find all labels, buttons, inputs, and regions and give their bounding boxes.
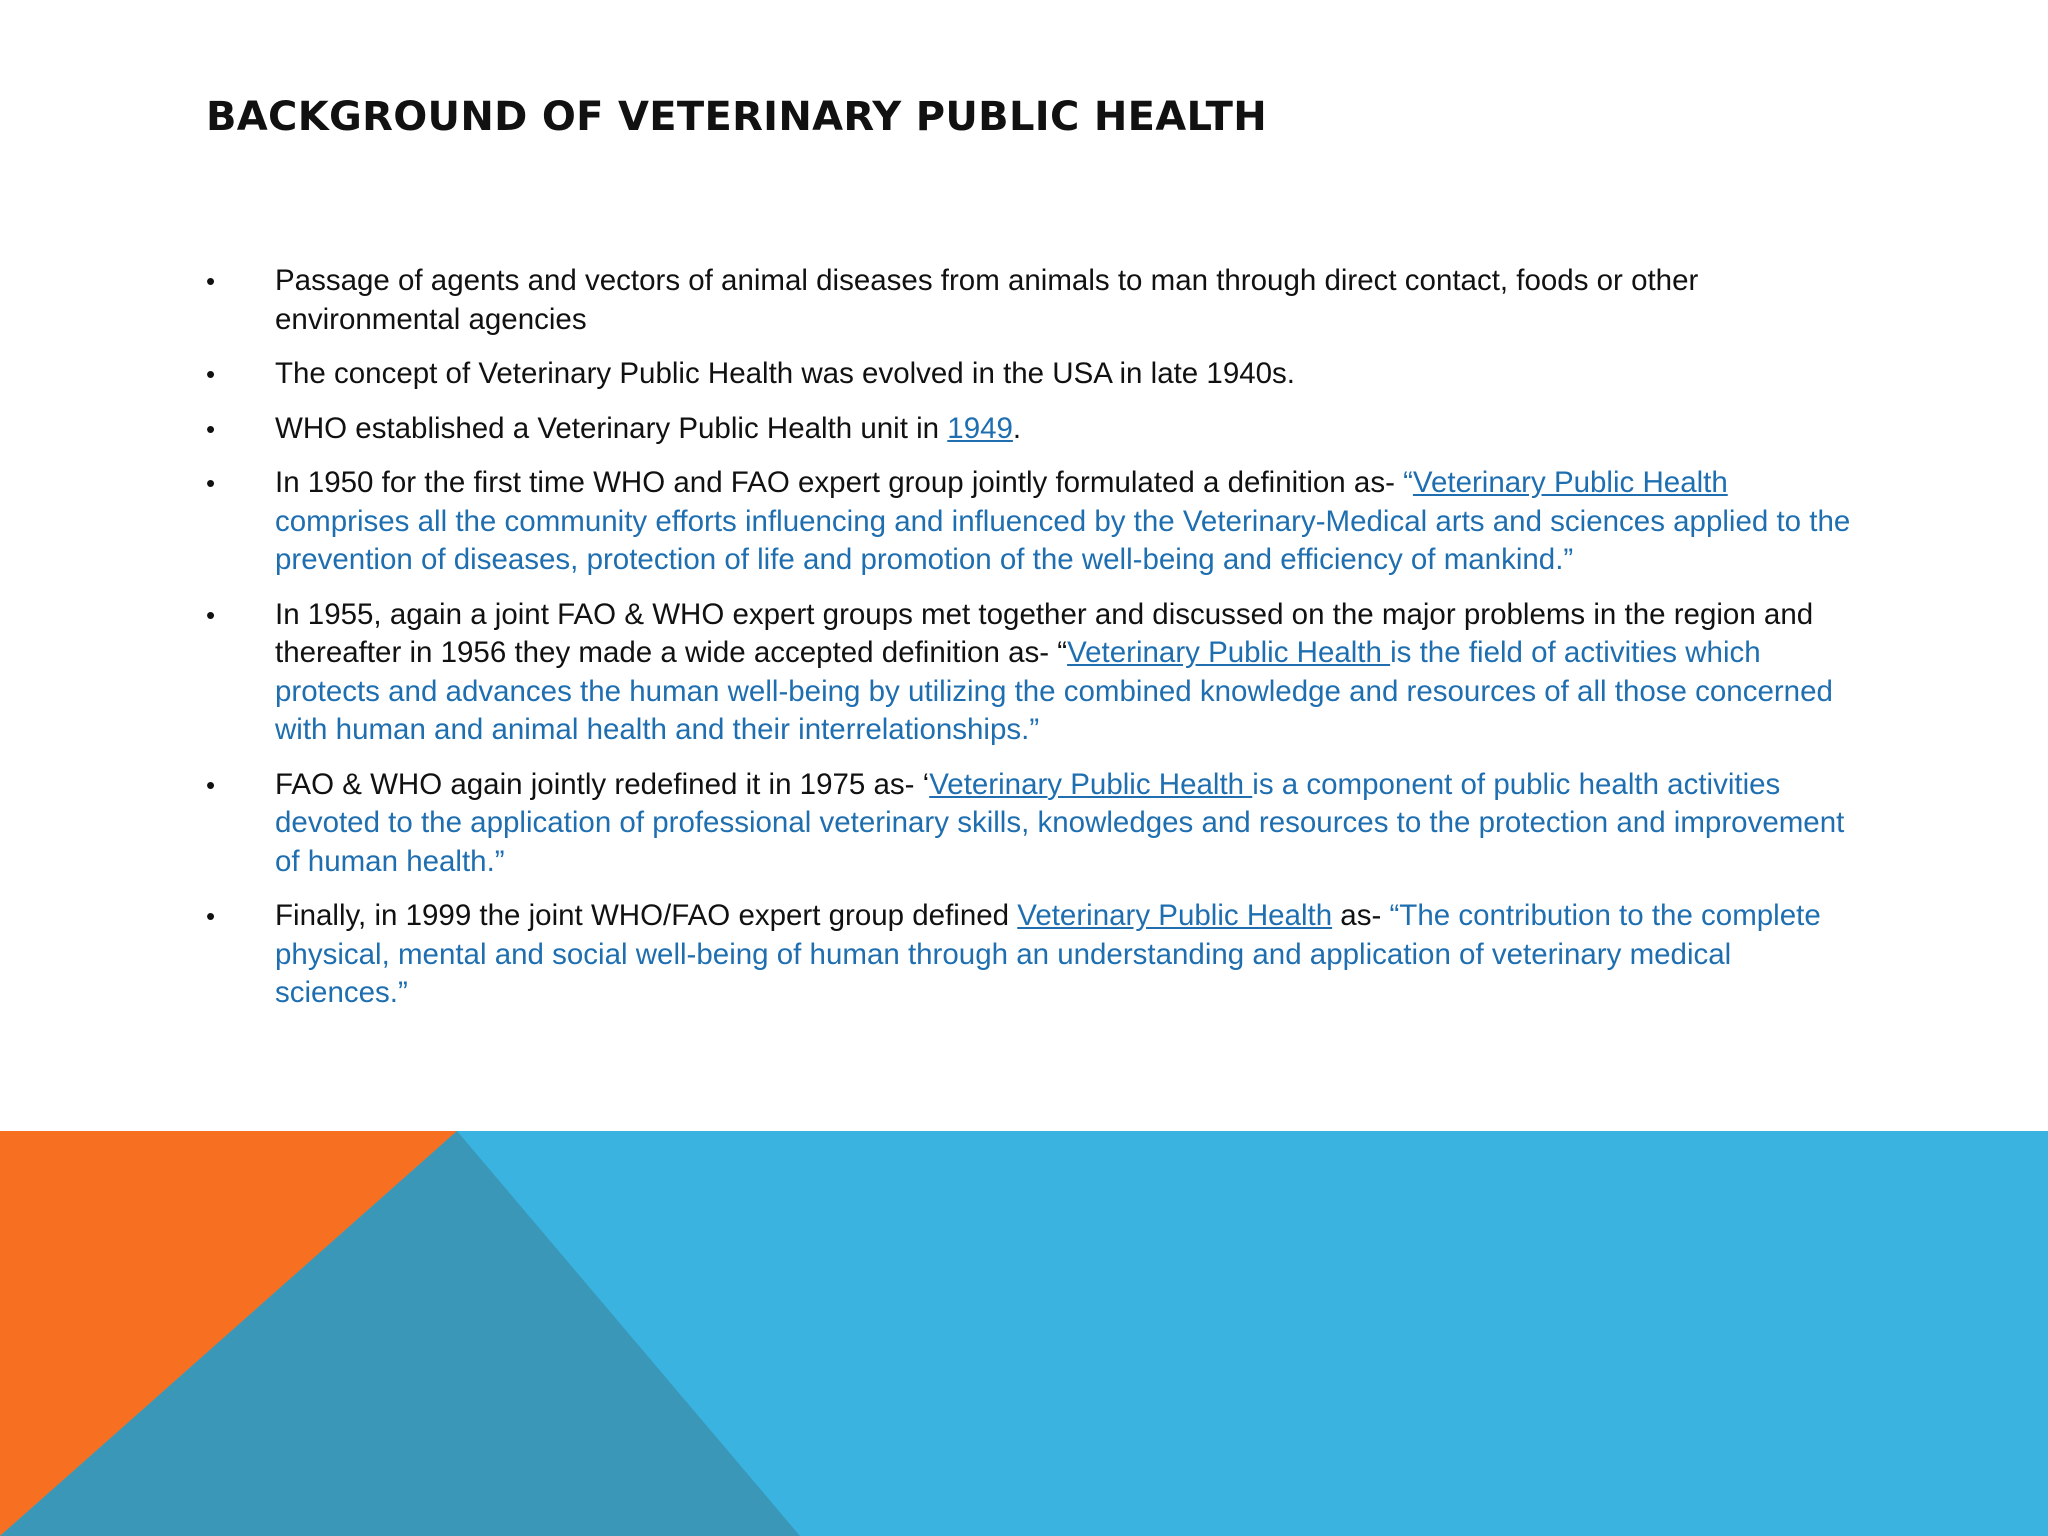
bullet-text-middle: as- <box>1332 899 1390 932</box>
year-1949-link[interactable]: 1949 <box>947 411 1013 445</box>
bullet-dot-icon: • <box>206 359 216 389</box>
vph-link[interactable]: Veterinary Public Health <box>1067 636 1391 669</box>
bullet-dot-icon: • <box>206 413 216 444</box>
definition-quote: is a component of public health activities devoted to the application of professional veterinary skills, knowledges and resources to the protection and improvement of human health.” <box>275 767 1845 878</box>
bullet-dot-icon: • <box>206 901 216 931</box>
bullet-item-4 <box>206 464 1866 580</box>
bullet-text: Finally, in 1999 the joint WHO/FAO expert group defined <box>275 899 1018 932</box>
slide-title: BACKGROUND OF VETERINARY PUBLIC HEALTH <box>206 94 1268 140</box>
bullet-text: In 1950 for the first time WHO and FAO expert group jointly formulated a definition as- <box>275 466 1404 499</box>
bullet-item-1 <box>206 262 1866 339</box>
definition-quote: “The contribution to the complete physical, mental and social well-being of human through an understanding and application of veterinary medical sciences.” <box>275 899 1821 1009</box>
bullet-text: Passage of agents and vectors of animal diseases from animals to man through direct contact, foods or other environmental agencies <box>275 264 1699 336</box>
bullet-dot-icon: • <box>206 266 216 296</box>
bullet-dot-icon: • <box>206 769 216 800</box>
bullet-item-7 <box>206 897 1866 1013</box>
bullet-text: The concept of Veterinary Public Health was evolved in the USA in late 1940s. <box>275 357 1295 390</box>
vph-link[interactable]: Veterinary Public Health <box>1017 899 1333 932</box>
bullet-dot-icon: • <box>206 599 216 630</box>
decorative-band <box>0 1131 2048 1536</box>
bullet-item-6 <box>206 766 1866 882</box>
bullet-list <box>206 262 1866 1029</box>
bullet-item-2 <box>206 355 1866 394</box>
definition-quote: is the field of activities which protects and advances the human well-being by utilizing the combined knowledge and resources of all those concerned with human and animal health and their interrelationships.” <box>275 636 1833 746</box>
vph-link[interactable]: Veterinary Public Health <box>1412 466 1728 499</box>
vph-link[interactable]: Veterinary Public Health <box>929 767 1253 801</box>
definition-quote: comprises all the community efforts influencing and influenced by the Veterinary-Medical arts and sciences applied to the prevention of diseases, protection of life and promotion of the well-being and efficiency of mankind.” <box>275 504 1851 576</box>
bullet-text: FAO & WHO again jointly redefined it in 1975 as- ‘ <box>275 767 930 801</box>
bullet-text: In 1955, again a joint FAO & WHO expert groups met together and discussed on the major problems in the region and thereafter in 1956 they made a wide accepted definition as- “ <box>275 597 1814 669</box>
quote-mark: “ <box>1403 466 1413 499</box>
bullet-text-end: . <box>1012 411 1022 445</box>
bullet-item-3 <box>206 410 1866 449</box>
bullet-dot-icon: • <box>206 468 216 498</box>
bullet-text: WHO established a Veterinary Public Health unit in <box>275 411 948 445</box>
bullet-item-5 <box>206 596 1866 750</box>
